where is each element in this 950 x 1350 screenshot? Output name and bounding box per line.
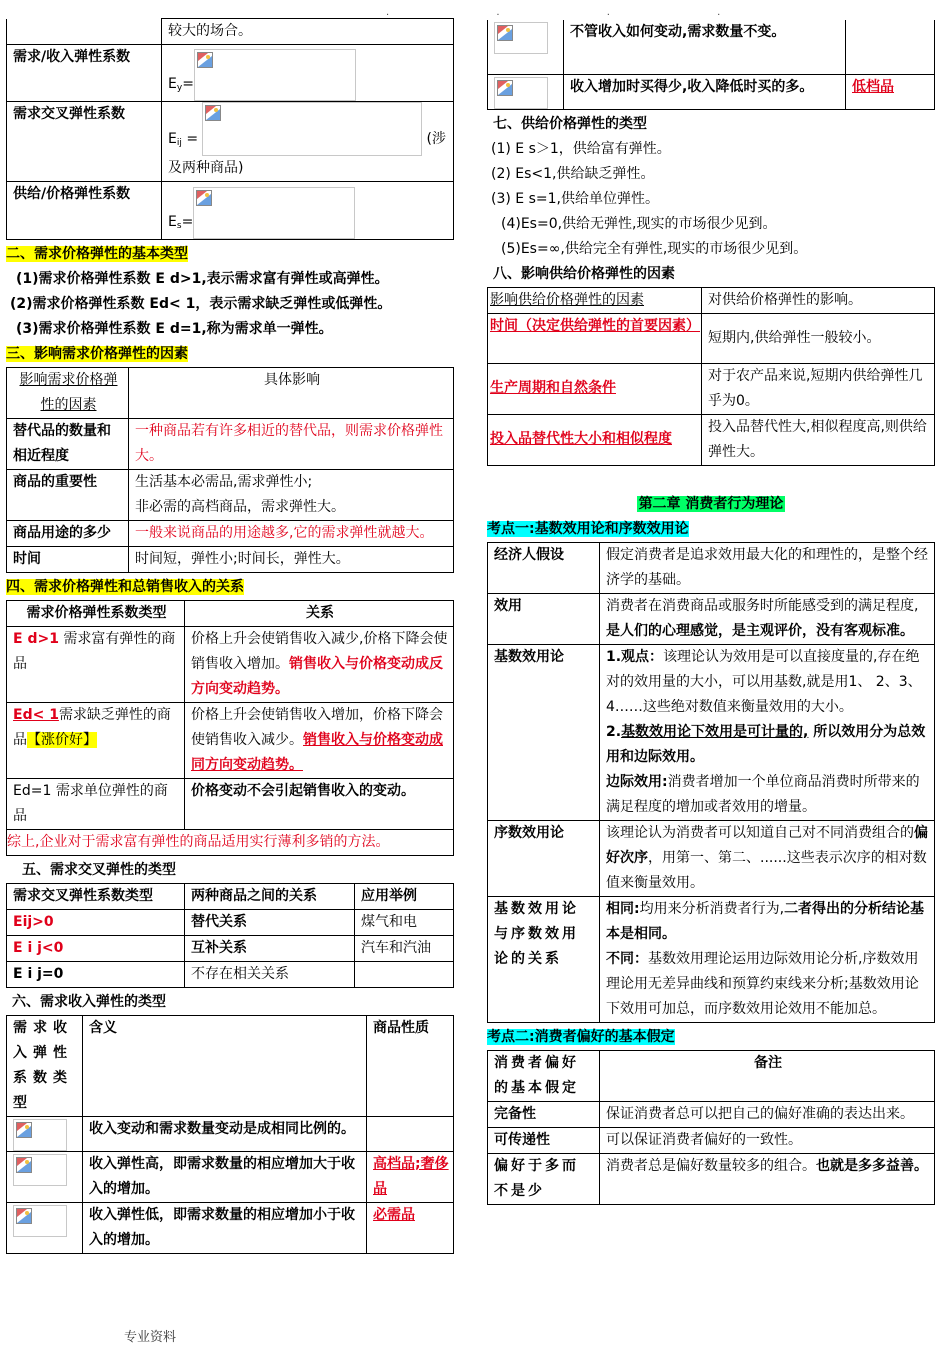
formula-image bbox=[194, 49, 356, 101]
supply-elasticity-label: 供给/价格弹性系数 bbox=[7, 182, 162, 240]
table-row: E i j<0 互补关系 汽车和汽油 bbox=[7, 936, 454, 962]
table-row: 生产周期和自然条件 对于农产品来说,短期内供给弹性几乎为0。 bbox=[488, 363, 935, 414]
section7-item: (2) Es<1,供给缺乏弹性。 bbox=[491, 165, 655, 182]
table-row: 序数效用论 该理论认为消费者可以知道自己对不同消费组合的偏好次序，用第一、第二、......这些表示次序的相对数值来衡量效用。 bbox=[488, 820, 935, 896]
revenue-relation-table bbox=[6, 600, 454, 856]
income-elasticity-symbol: $E_y=$ bbox=[168, 76, 194, 93]
table-row: 商品用途的多少 一般来说商品的用途越多,它的需求弹性就越大。 bbox=[7, 521, 454, 547]
point2-title: 考点二:消费者偏好的基本假定 bbox=[487, 1028, 675, 1045]
table-header: 影响需求价格弹性的因素 bbox=[7, 368, 129, 419]
broken-image-icon bbox=[197, 52, 213, 68]
formula-image bbox=[494, 22, 548, 54]
table-row: 偏好于多而不是少 消费者总是偏好数量较多的组合。也就是多多益善。 bbox=[488, 1153, 935, 1204]
table-header: 影响供给价格弹性的因素 bbox=[488, 287, 702, 313]
table-header: 需求收入弹性系数类型 bbox=[7, 1016, 83, 1117]
table-header: 备注 bbox=[600, 1050, 935, 1101]
table-row: 效用 消费者在消费商品或服务时所能感受到的满足程度,是人们的心理感觉，是主观评价，没有客观标准。 bbox=[488, 593, 935, 644]
page-footer: 专业资料 bbox=[124, 1330, 177, 1345]
supply-elasticity-symbol: $E_s=$ bbox=[168, 214, 194, 231]
income-elasticity-label: 需求/收入弹性系数 bbox=[7, 45, 162, 102]
section7-item: (3) E s=1,供给单位弹性。 bbox=[491, 190, 659, 207]
table-row: 完备性 保证消费者总可以把自己的偏好准确的表达出来。 bbox=[488, 1101, 935, 1127]
table-row: 商品的重要性 生活基本必需品,需求弹性小; 非必需的高档商品，需求弹性大。 bbox=[7, 470, 454, 521]
table-row: 收入增加时买得少,收入降低时买的多。 低档品 bbox=[488, 74, 935, 109]
table-row: 不管收入如何变动,需求数量不变。 bbox=[488, 20, 935, 74]
point1-title: 考点一:基数效用论和序数效用论 bbox=[487, 520, 689, 537]
formula-image bbox=[202, 102, 422, 156]
table-row: 收入弹性低，即需求数量的相应增加小于收入的增加。 必需品 bbox=[7, 1203, 454, 1254]
section5-title: 五、需求交叉弹性的类型 bbox=[22, 862, 176, 878]
section4-title: 四、需求价格弹性和总销售收入的关系 bbox=[6, 579, 244, 595]
table-header: 消费者偏好的基本假定 bbox=[488, 1050, 600, 1101]
table-row: 经济人假设 假定消费者是追求效用最大化的和理性的，是整个经济学的基础。 bbox=[488, 542, 935, 593]
table-row: 基数效用论与序数效用论的关系 相同:均用来分析消费者行为,二者得出的分析结论基本是相同。 不同：基数效用理论运用边际效用论分析,序数效用理论用无差异曲线和预算约束线来分析;基数效用论下效用可加总，而序数效用论效用不能加总。 bbox=[488, 896, 935, 1022]
chapter-title: 第二章 消费者行为理论 bbox=[638, 495, 784, 512]
formula-image bbox=[193, 187, 355, 239]
section7-title: 七、供给价格弹性的类型 bbox=[493, 115, 647, 132]
utility-theory-table bbox=[487, 542, 935, 1023]
table-header: 需求交叉弹性系数类型 bbox=[7, 884, 185, 910]
formula-image bbox=[13, 1154, 67, 1186]
section6-title: 六、需求收入弹性的类型 bbox=[12, 994, 166, 1010]
table-row: E i j=0 不存在相关关系 bbox=[7, 962, 454, 988]
section2-item: (3)需求价格弹性系数 E d=1,称为需求单一弹性。 bbox=[16, 321, 333, 337]
section4-summary: 综上,企业对于需求富有弹性的商品适用实行薄利多销的方法。 bbox=[7, 830, 454, 856]
right-column bbox=[487, 0, 935, 1205]
table-row: 收入变动和需求数量变动是成相同比例的。 bbox=[7, 1117, 454, 1152]
section8-title: 八、影响供给价格弹性的因素 bbox=[493, 265, 675, 282]
table-row: 时间（决定供给弹性的首要因素） 短期内,供给弹性一般较小。 bbox=[488, 313, 935, 363]
supply-factor-table bbox=[487, 287, 935, 466]
table-row: 替代品的数量和相近程度 一种商品若有许多相近的替代品，则需求价格弹性大。 bbox=[7, 419, 454, 470]
formula-image bbox=[494, 77, 548, 109]
broken-image-icon bbox=[16, 1122, 32, 1138]
table-header: 关系 bbox=[185, 601, 454, 627]
section3-title: 三、影响需求价格弹性的因素 bbox=[6, 346, 188, 362]
table-header: 对供给价格弹性的影响。 bbox=[702, 287, 935, 313]
income-elasticity-table bbox=[6, 1015, 454, 1254]
section7-item: (1) E s＞1，供给富有弹性。 bbox=[491, 140, 671, 157]
broken-image-icon bbox=[497, 80, 513, 96]
section7-item: (4)Es=0,供给无弹性,现实的市场很少见到。 bbox=[501, 215, 777, 232]
formula-row-note: 较大的场合。 bbox=[162, 19, 454, 45]
demand-factor-table bbox=[6, 367, 454, 573]
broken-image-icon bbox=[196, 190, 212, 206]
table-row: Ed=1 需求单位弹性的商品 价格变动不会引起销售收入的变动。 bbox=[7, 779, 454, 830]
formula-image bbox=[13, 1205, 67, 1237]
price-up-tag: 【涨价好】 bbox=[27, 732, 97, 748]
cross-elasticity-symbol: $E_{ij}$ = bbox=[168, 131, 199, 148]
section2-item: (1)需求价格弹性系数 E d>1,表示需求富有弹性或高弹性。 bbox=[16, 271, 389, 287]
section2-item: (2)需求价格弹性系数 Ed< 1，表示需求缺乏弹性或低弹性。 bbox=[10, 296, 392, 312]
table-header: 具体影响 bbox=[129, 368, 454, 419]
section7-item: (5)Es=∞,供给完全有弹性,现实的市场很少见到。 bbox=[501, 240, 808, 257]
broken-image-icon bbox=[205, 105, 221, 121]
cross-note-2: 及两种商品) bbox=[168, 160, 244, 176]
table-header: 应用举例 bbox=[355, 884, 454, 910]
table-header: 含义 bbox=[83, 1016, 367, 1117]
table-row: 时间 时间短，弹性小;时间长，弹性大。 bbox=[7, 547, 454, 573]
table-row: Eij>0 替代关系 煤气和电 bbox=[7, 910, 454, 936]
table-row: Ed< 1需求缺乏弹性的商品【涨价好】 价格上升会使销售收入增加，价格下降会使销售收入减少。销售收入与价格变动成同方向变动趋势。 bbox=[7, 703, 454, 779]
table-header: 商品性质 bbox=[367, 1016, 454, 1117]
cross-note: (涉 bbox=[426, 131, 446, 147]
table-row: 基数效用论 1.观点：该理论认为效用是可以直接度量的,存在绝对的效用量的大小，可以用基数,就是用1、 2、3、4……这些绝对数值来衡量效用的大小。 2.基数效用论下效用是可计量的, 所以效用分为总效用和边际效用。 边际效用:消费者增加一个单位商品消费时所带来的满足程度的增加或者效用的增量。 bbox=[488, 644, 935, 820]
cross-elasticity-table bbox=[6, 883, 454, 988]
header-dots: . . . . bbox=[386, 7, 773, 18]
table-row: 投入品替代性大小和相似程度 投入品替代性大,相似程度高,则供给弹性大。 bbox=[488, 414, 935, 465]
table-header: 需求价格弹性系数类型 bbox=[7, 601, 185, 627]
section2-title: 二、需求价格弹性的基本类型 bbox=[6, 246, 188, 262]
table-row: 可传递性 可以保证消费者偏好的一致性。 bbox=[488, 1127, 935, 1153]
left-column bbox=[6, 0, 454, 1254]
table-header: 两种商品之间的关系 bbox=[185, 884, 355, 910]
formula-image bbox=[13, 1119, 67, 1151]
cross-elasticity-label: 需求交叉弹性系数 bbox=[7, 102, 162, 182]
broken-image-icon bbox=[497, 25, 513, 41]
table-row: 收入弹性高，即需求数量的相应增加大于收入的增加。 高档品;奢侈品 bbox=[7, 1152, 454, 1203]
preference-table bbox=[487, 1050, 935, 1205]
table-row: E d>1 需求富有弹性的商品 价格上升会使销售收入减少,价格下降会使销售收入增加。销售收入与价格变动成反方向变动趋势。 bbox=[7, 627, 454, 703]
broken-image-icon bbox=[16, 1157, 32, 1173]
elasticity-formula-table bbox=[6, 18, 454, 240]
income-elasticity-table-cont bbox=[487, 20, 935, 110]
broken-image-icon bbox=[16, 1208, 32, 1224]
